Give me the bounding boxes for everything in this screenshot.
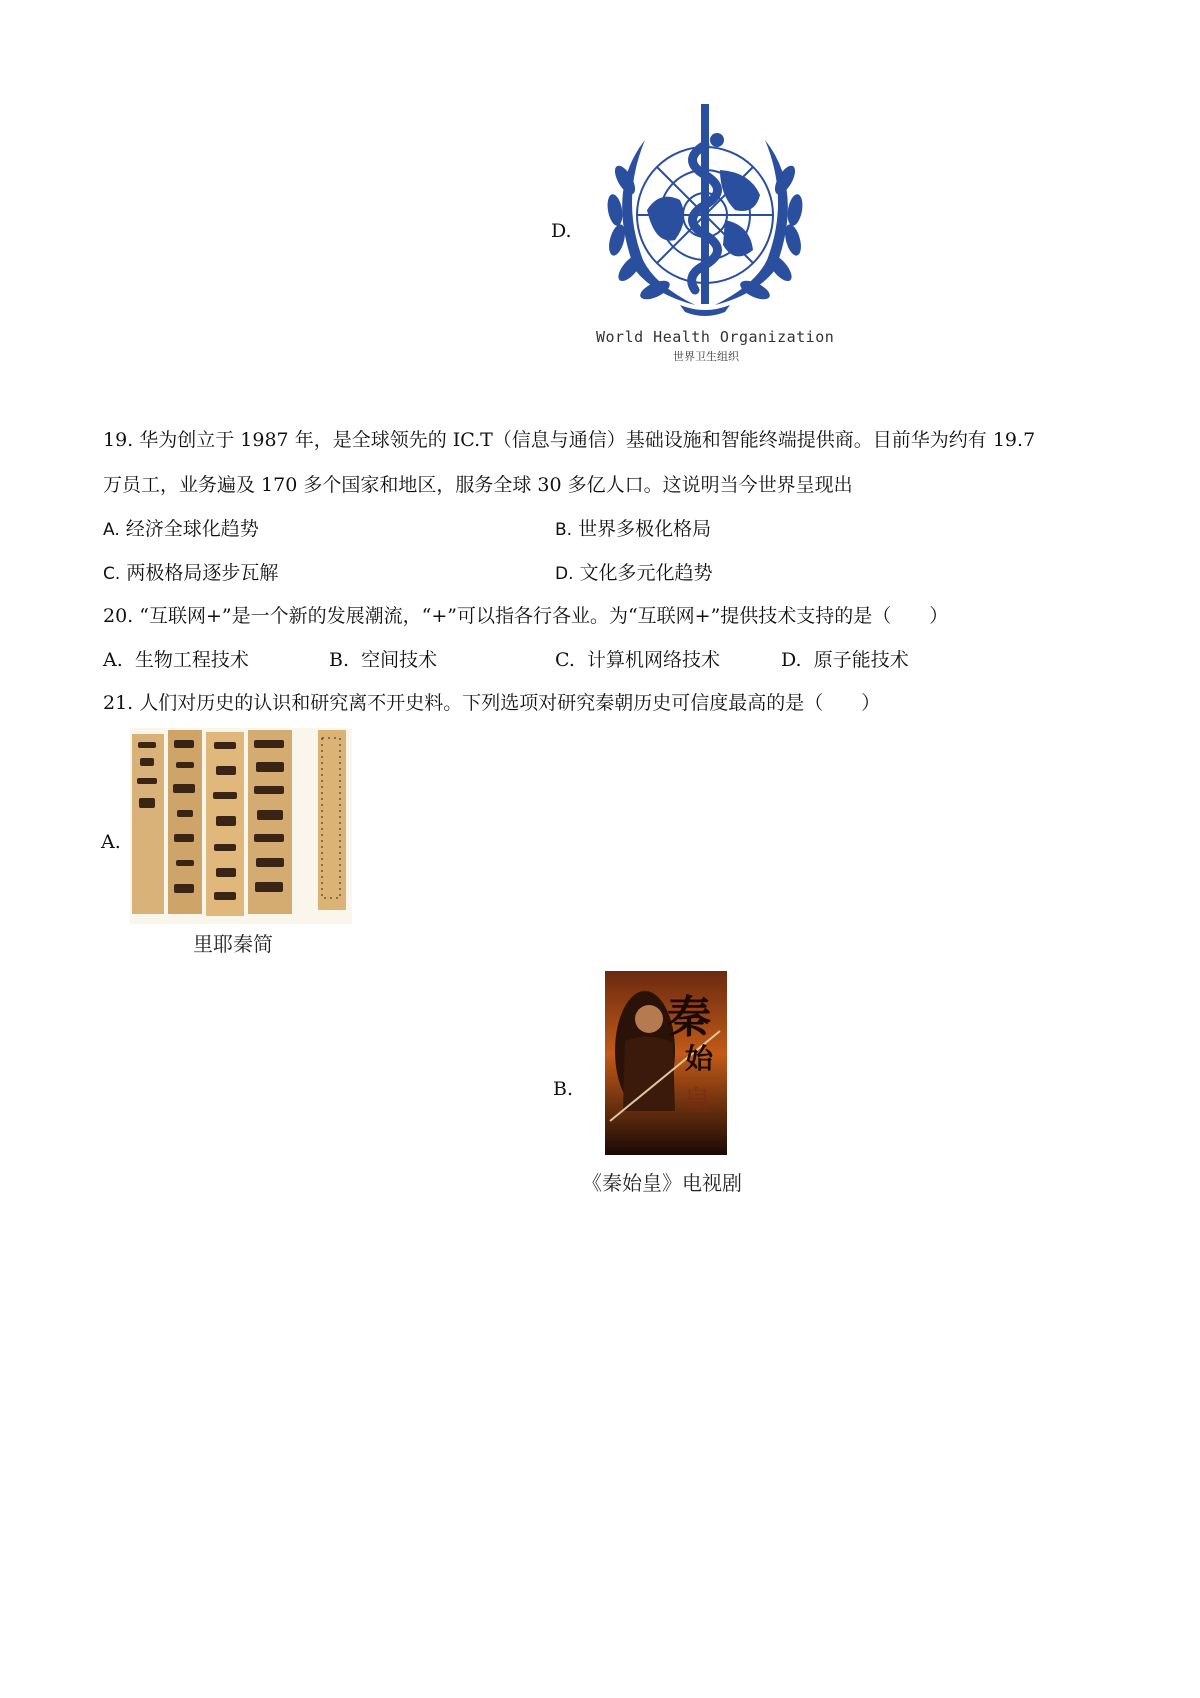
option-label: B. bbox=[555, 520, 573, 540]
q21-stem: 21. 人们对历史的认识和研究离不开史料。下列选项对研究秦朝历史可信度最高的是（ ） bbox=[103, 692, 881, 714]
option-text: 生物工程技术 bbox=[134, 649, 249, 671]
q20-option-d[interactable] bbox=[781, 647, 909, 673]
poster-title-char: 始 bbox=[685, 1042, 714, 1075]
bamboo-slips-caption: 里耶秦简 bbox=[193, 932, 273, 956]
option-text: 空间技术 bbox=[361, 649, 438, 671]
option-label: D. bbox=[781, 649, 802, 671]
poster-title-char: 秦 bbox=[667, 992, 711, 1043]
tv-drama-caption: 《秦始皇》电视剧 bbox=[582, 1171, 742, 1195]
bamboo-slips-image bbox=[130, 728, 352, 924]
option-label: B. bbox=[329, 649, 350, 671]
q19-option-c[interactable] bbox=[103, 560, 278, 587]
option-text: 文化多元化趋势 bbox=[579, 562, 713, 584]
option-d-label: D. bbox=[551, 220, 572, 242]
option-text: 世界多极化格局 bbox=[578, 518, 712, 540]
q20-option-a[interactable] bbox=[103, 647, 249, 673]
option-label: D. bbox=[555, 564, 574, 584]
q20-stem: 20. “互联网+”是一个新的发展潮流，“+”可以指各行各业。为“互联网+”提供技术支持的是（ ） bbox=[103, 605, 949, 627]
option-text: 计算机网络技术 bbox=[587, 649, 721, 671]
tv-drama-poster-image bbox=[605, 971, 727, 1155]
who-logo-chinese: 世界卫生组织 bbox=[673, 350, 739, 363]
q19-stem-line1: 19. 华为创立于 1987 年，是全球领先的 IC.T（信息与通信）基础设施和智能终端提供商。目前华为约有 19.7 bbox=[103, 429, 1036, 451]
q21-option-b-label[interactable]: B. bbox=[553, 1078, 574, 1100]
option-text: 经济全球化趋势 bbox=[125, 518, 259, 540]
option-text: 两极格局逐步瓦解 bbox=[126, 562, 279, 584]
option-label: C. bbox=[103, 564, 121, 584]
q21-option-a-label[interactable]: A. bbox=[101, 831, 121, 853]
q19-option-b[interactable] bbox=[555, 516, 711, 543]
who-logo-english: World Health Organization bbox=[596, 328, 835, 346]
q19-option-d[interactable] bbox=[555, 560, 713, 587]
option-label: A. bbox=[103, 520, 120, 540]
q19-stem-line2: 万员工，业务遍及 170 多个国家和地区，服务全球 30 多亿人口。这说明当今世界呈现出 bbox=[103, 474, 853, 496]
q19-option-a[interactable] bbox=[103, 516, 259, 543]
who-emblem-icon bbox=[585, 100, 825, 320]
poster-title-char: 皇 bbox=[683, 1084, 712, 1117]
q20-option-b[interactable] bbox=[329, 647, 437, 673]
option-label: C. bbox=[555, 649, 575, 671]
q20-option-c[interactable] bbox=[555, 647, 720, 673]
option-text: 原子能技术 bbox=[813, 649, 909, 671]
option-label: A. bbox=[103, 649, 123, 671]
